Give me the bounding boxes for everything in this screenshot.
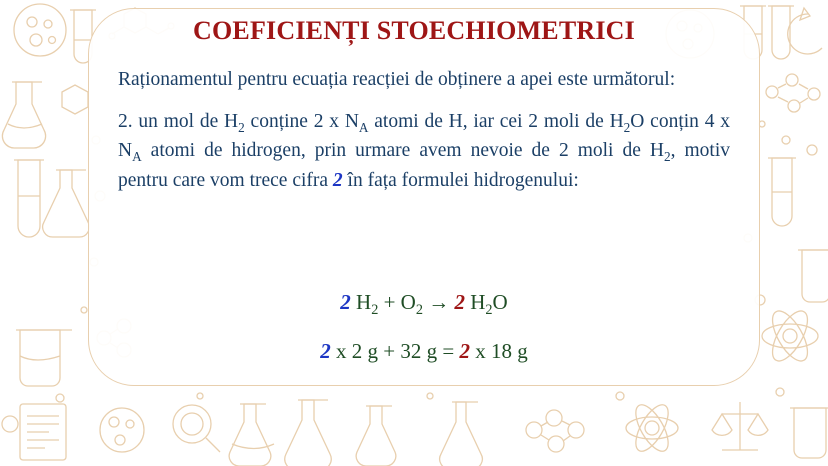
equation2-coefficient-right: 2 [459,339,470,363]
equation1-arrow: → [422,290,455,314]
equation1-part-2: + O [378,290,416,314]
reasoning-seg-3: atomi de H, iar cei 2 moli de H [368,110,624,132]
deco-bottom [100,400,828,466]
reasoning-seg-2: conține 2 x N [244,110,359,132]
equation1-part-1: H [350,290,372,314]
equation1-part-3: H [464,290,486,314]
content-panel [88,8,760,386]
intro-line-1: Raționamentul pentru ecuația reacției de obținere a [118,69,516,90]
reasoning-sub-4: A [132,149,142,165]
chemical-equation [118,290,730,319]
reasoning-sub-1: 2 [238,119,245,135]
equation2-part-1: x 2 g + 32 g = [330,339,460,363]
equation1-coefficient-left: 2 [340,290,351,314]
intro-line-2: apei este următorul: [520,69,676,90]
equation1-sub-3: 2 [485,302,493,319]
equation1-part-4: O [492,290,508,314]
reasoning-seg-4: O conțin 4 x N [118,110,730,162]
reasoning-seg-5: atomi de hidrogen, prin urmare avem nevoie de 2 moli de H [141,140,664,162]
intro-paragraph [118,66,730,94]
reasoning-seg-6: , motiv pentru care vom trece cifra [118,140,730,192]
equation2-part-2: x 18 g [469,339,528,363]
highlighted-coefficient: 2 [332,170,343,192]
equation1-coefficient-right: 2 [454,290,465,314]
reasoning-seg-7: în fața formulei hidrogenului: [342,170,579,192]
reasoning-seg-1: 2. un mol de H [118,110,239,132]
reasoning-sub-5: 2 [663,149,671,165]
body-text [118,66,730,195]
page-title: COEFICIENȚI STOECHIOMETRICI [193,16,635,45]
reasoning-sub-3: 2 [623,119,631,135]
equation1-sub-2: 2 [415,302,423,319]
mass-balance-equation [118,339,730,364]
equation1-sub-1: 2 [371,302,379,319]
reasoning-paragraph [118,108,730,195]
reasoning-sub-2: A [358,119,369,135]
equation2-coefficient-left: 2 [320,339,331,363]
